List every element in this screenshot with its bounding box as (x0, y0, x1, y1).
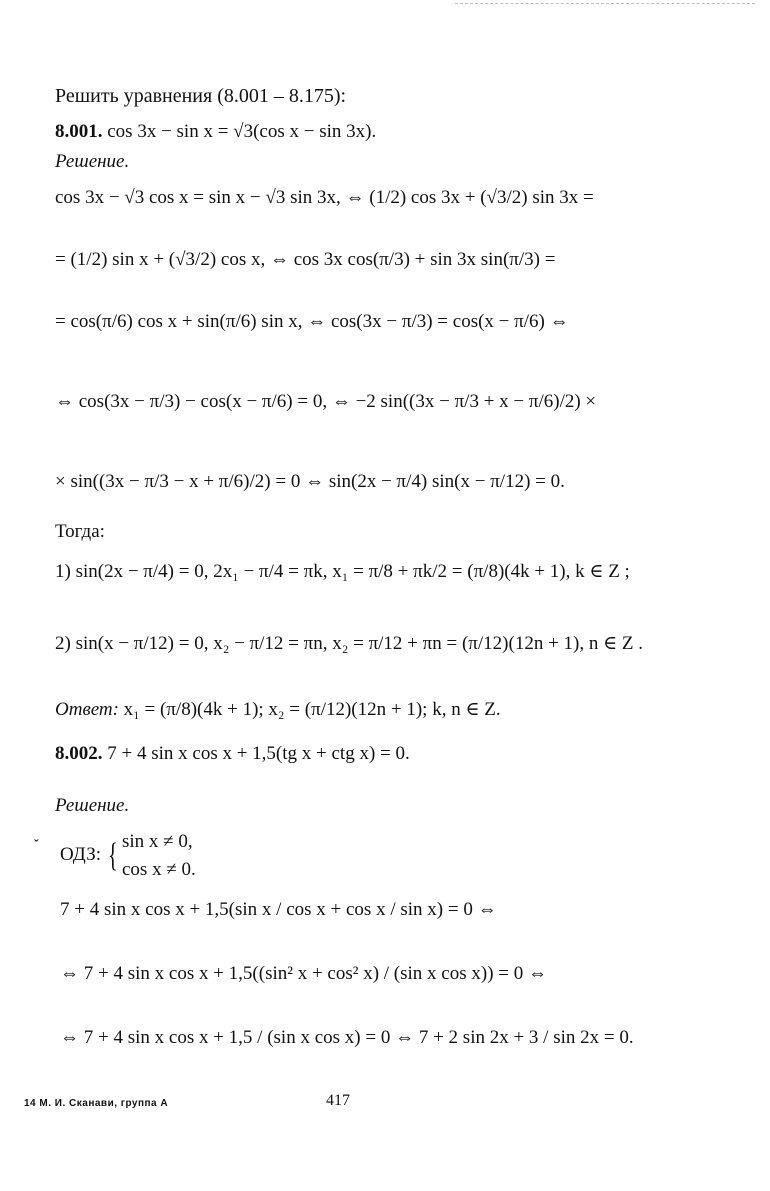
solution-8-002-step-2: ⇔ 7 + 4 sin x cos x + 1,5((sin² x + cos² x) / (sin x cos x)) = 0 ⇔ (60, 963, 547, 984)
solution-step-5: × sin((3x − π/3 − x + π/6)/2) = 0 ⇔ sin(2x − π/4) sin(x − π/12) = 0. (55, 471, 565, 492)
solution-step-3: = cos(π/6) cos x + sin(π/6) sin x, ⇔ cos(3x − π/3) = cos(x − π/6) ⇔ (55, 311, 569, 332)
case-2: 2) sin(x − π/12) = 0, x₂ − π/12 = πn, x₂ = π/12 + πn = (π/12)(12n + 1), n ∈ Z . (55, 633, 644, 654)
problem-8-001-statement (55, 120, 376, 144)
solution-step-1: cos 3x − √3 cos x = sin x − √3 sin 3x, ⇔ (1/2) cos 3x + (√3/2) sin 3x = (55, 187, 594, 208)
margin-mark: ˇ (34, 838, 39, 853)
odz-condition-1: sin x ≠ 0, (122, 831, 193, 852)
footer-signature: 14 М. И. Сканави, группа А (24, 1098, 169, 1109)
odz-label: ОДЗ: (60, 844, 102, 865)
odz-brace: { (108, 837, 118, 874)
case-1: 1) sin(2x − π/4) = 0, 2x₁ − π/4 = πk, x₁ = π/8 + πk/2 = (π/8)(4k + 1), k ∈ Z ; (55, 561, 630, 582)
solution-label: Решение. (55, 795, 130, 816)
page-heading: Решить уравнения (8.001 – 8.175): (55, 85, 347, 107)
problem-number: 8.001. (55, 121, 103, 142)
top-rule (455, 3, 755, 4)
problem-equation: 7 + 4 sin x cos x + 1,5(tg x + ctg x) = 0. (107, 743, 410, 764)
answer-text: x₁ = (π/8)(4k + 1); x₂ = (π/12)(12n + 1); k, n ∈ Z. (123, 699, 501, 720)
answer-line (55, 698, 501, 722)
problem-equation: cos 3x − sin x = √3(cos x − sin 3x). (107, 121, 377, 142)
page-number: 417 (326, 1092, 350, 1109)
solution-label: Решение. (55, 151, 130, 172)
answer-label: Ответ: (55, 699, 119, 720)
solution-8-002-step-1: 7 + 4 sin x cos x + 1,5(sin x / cos x + cos x / sin x) = 0 ⇔ (60, 899, 497, 920)
solution-8-002-step-3: ⇔ 7 + 4 sin x cos x + 1,5 / (sin x cos x) = 0 ⇔ 7 + 2 sin 2x + 3 / sin 2x = 0. (60, 1027, 634, 1048)
solution-step-4: ⇔ cos(3x − π/3) − cos(x − π/6) = 0, ⇔ −2 sin((3x − π/3 + x − π/6)/2) × (55, 391, 597, 412)
odz-condition-2: cos x ≠ 0. (122, 859, 196, 880)
solution-step-2: = (1/2) sin x + (√3/2) cos x, ⇔ cos 3x cos(π/3) + sin 3x sin(π/3) = (55, 249, 556, 270)
problem-8-002-statement (55, 742, 410, 766)
then-label: Тогда: (55, 521, 105, 542)
problem-number: 8.002. (55, 743, 103, 764)
